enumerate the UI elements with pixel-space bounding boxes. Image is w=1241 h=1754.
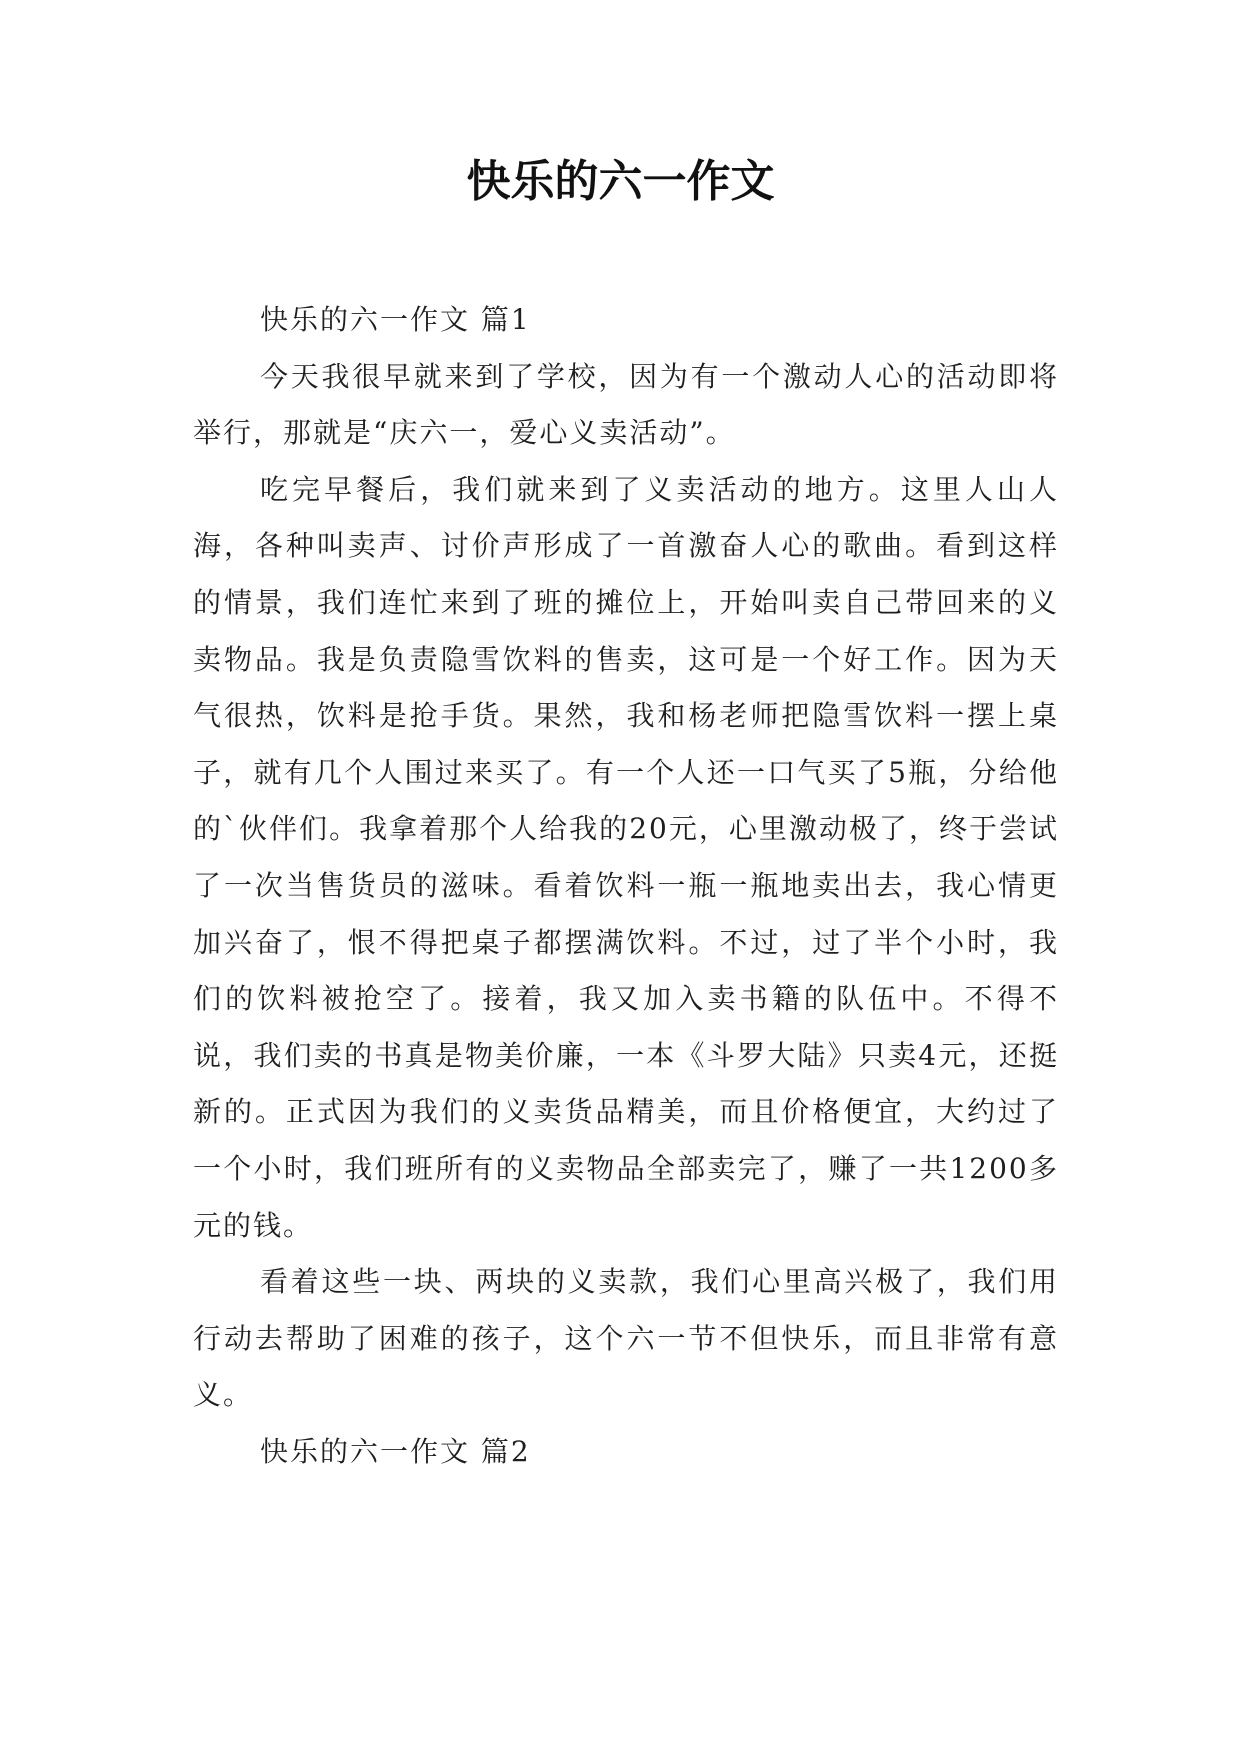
paragraph-3: 看着这些一块、两块的义卖款，我们心里高兴极了，我们用行动去帮助了困难的孩子，这个六一节不但快乐，而且非常有意义。 <box>193 1265 1059 1412</box>
section-heading-2: 快乐的六一作文 篇2 <box>260 1434 531 1468</box>
document-title: 快乐的六一作文 <box>466 156 775 207</box>
section-heading-1: 快乐的六一作文 篇1 <box>260 303 531 336</box>
document-body <box>193 292 1059 1480</box>
paragraph-2: 吃完早餐后，我们就来到了义卖活动的地方。这里人山人海，各种叫卖声、讨价声形成了一首激奋人心的歌曲。看到这样的情景，我们连忙来到了班的摊位上，开始叫卖自己带回来的义卖物品。我是负责隐雪饮料的售卖，这可是一个好工作。因为天气很热，饮料是抢手货。果然，我和杨老师把隐雪饮料一摆上桌子，就有几个人围过来买了。有一个人还一口气买了5瓶，分给他的`伙伴们。我拿着那个人给我的20元，心里激动极了，终于尝试了一次当售货员的滋味。看着饮料一瓶一瓶地卖出去，我心情更加兴奋了，恨不得把桌子都摆满饮料。不过，过了半个小时，我们的饮料被抢空了。接着，我又加入卖书籍的队伍中。不得不说，我们卖的书真是物美价廉，一本《斗罗大陆》只卖4元，还挺新的。正式因为我们的义卖货品精美，而且价格便宜，大约过了一个小时，我们班所有的义卖物品全部卖完了，赚了一共1200多元的钱。 <box>193 472 1059 1242</box>
paragraph-1: 今天我很早就来到了学校，因为有一个激动人心的活动即将举行，那就是“庆六一，爱心义卖活动”。 <box>193 359 1059 450</box>
